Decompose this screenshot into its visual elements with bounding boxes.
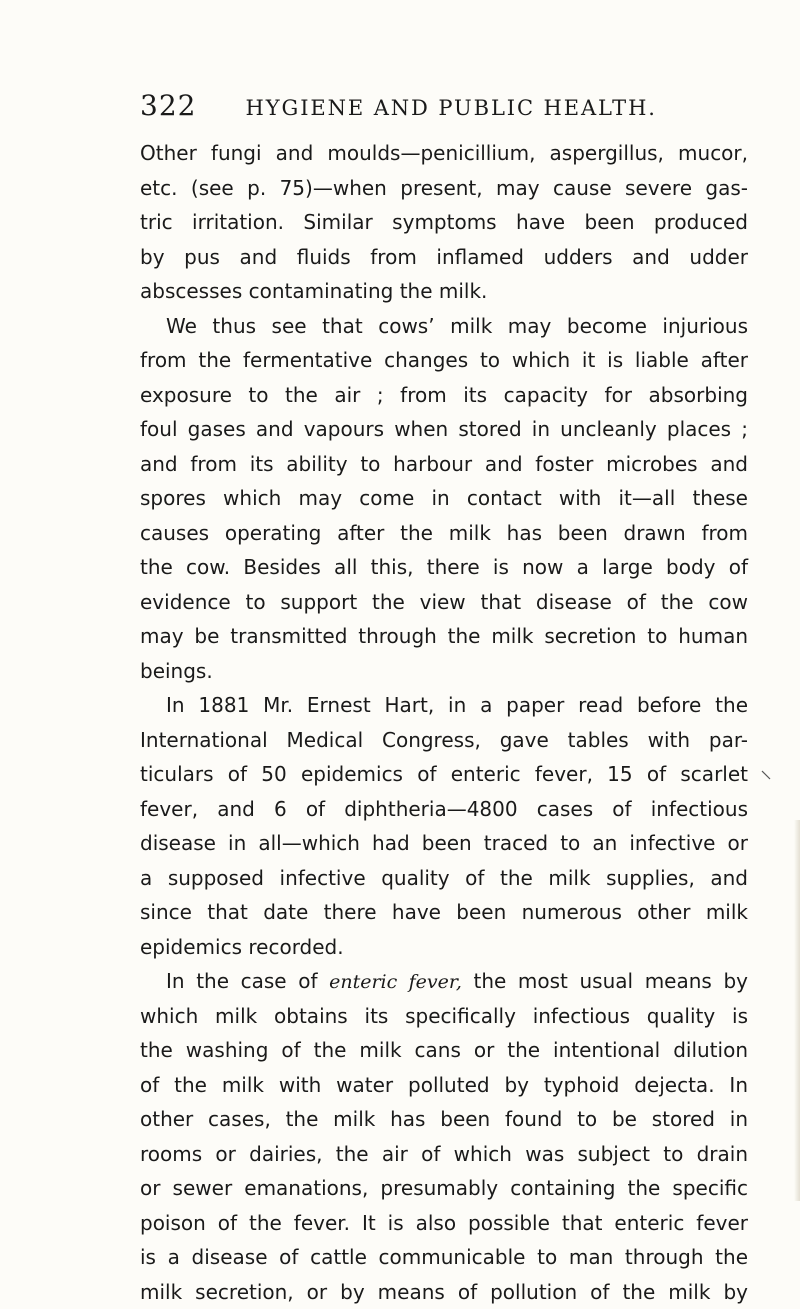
margin-pencil-mark	[760, 769, 772, 781]
text-line: evidence to support the view that disease of the cow	[140, 585, 748, 620]
text-line: causes operating after the milk has been drawn from	[140, 516, 748, 551]
text-line: etc. (see p. 75)—when present, may cause severe gas-	[140, 171, 748, 206]
text-line: a supposed infective quality of the milk supplies, and	[140, 861, 748, 896]
text-line-enteric	[140, 964, 748, 999]
text-line: is a disease of cattle communicable to man through the	[140, 1240, 748, 1275]
text-line: the cow. Besides all this, there is now a large body of	[140, 550, 748, 585]
text-line: other cases, the milk has been found to be stored in	[140, 1102, 748, 1137]
text-line: may be transmitted through the milk secretion to human	[140, 619, 748, 654]
page-edge-shadow	[794, 820, 800, 1201]
text-line: rooms or dairies, the air of which was subject to drain	[140, 1137, 748, 1172]
text-line: from the fermentative changes to which it is liable after	[140, 343, 748, 378]
text-line: tric irritation. Similar symptoms have been produced	[140, 205, 748, 240]
text-line: ticulars of 50 epidemics of enteric fever, 15 of scarlet	[140, 757, 748, 792]
text-line: by pus and fluids from inflamed udders and udder	[140, 240, 748, 275]
text-line: disease in all—which had been traced to an infective or	[140, 826, 748, 861]
running-head-title: HYGIENE AND PUBLIC HEALTH.	[246, 96, 657, 120]
text-line: spores which may come in contact with it—all these	[140, 481, 748, 516]
text-line: or sewer emanations, presumably containing the specific	[140, 1171, 748, 1206]
text-line: the washing of the milk cans or the intentional dilution	[140, 1033, 748, 1068]
text-line: and from its ability to harbour and foster microbes and	[140, 447, 748, 482]
text-line: poison of the fever. It is also possible that enteric fever	[140, 1206, 748, 1241]
text-line: exposure to the air ; from its capacity for absorbing	[140, 378, 748, 413]
text-line: milk secretion, or by means of pollution of the milk by	[140, 1275, 748, 1309]
text-line: fever, and 6 of diphtheria—4800 cases of infectious	[140, 792, 748, 827]
text-line: International Medical Congress, gave tables with par-	[140, 723, 748, 758]
text-line: Other fungi and moulds—penicillium, aspergillus, mucor,	[140, 136, 748, 171]
text-line: epidemics recorded.	[140, 930, 748, 965]
italic-term: enteric fever,	[329, 971, 462, 993]
text-line: In 1881 Mr. Ernest Hart, in a paper read before the	[140, 688, 748, 723]
text-line: which milk obtains its specifically infectious quality is	[140, 999, 748, 1034]
page-number: 322	[140, 89, 196, 122]
text-run: the most usual means by	[462, 969, 748, 993]
text-run: In the case of	[166, 969, 329, 993]
text-line: We thus see that cows’ milk may become injurious	[140, 309, 748, 344]
text-line: foul gases and vapours when stored in uncleanly places ;	[140, 412, 748, 447]
body-text	[140, 136, 748, 1309]
text-line: of the milk with water polluted by typhoid dejecta. In	[140, 1068, 748, 1103]
text-line: beings.	[140, 654, 748, 689]
running-head	[140, 86, 657, 126]
text-line: since that date there have been numerous other milk	[140, 895, 748, 930]
text-line: abscesses contaminating the milk.	[140, 274, 748, 309]
